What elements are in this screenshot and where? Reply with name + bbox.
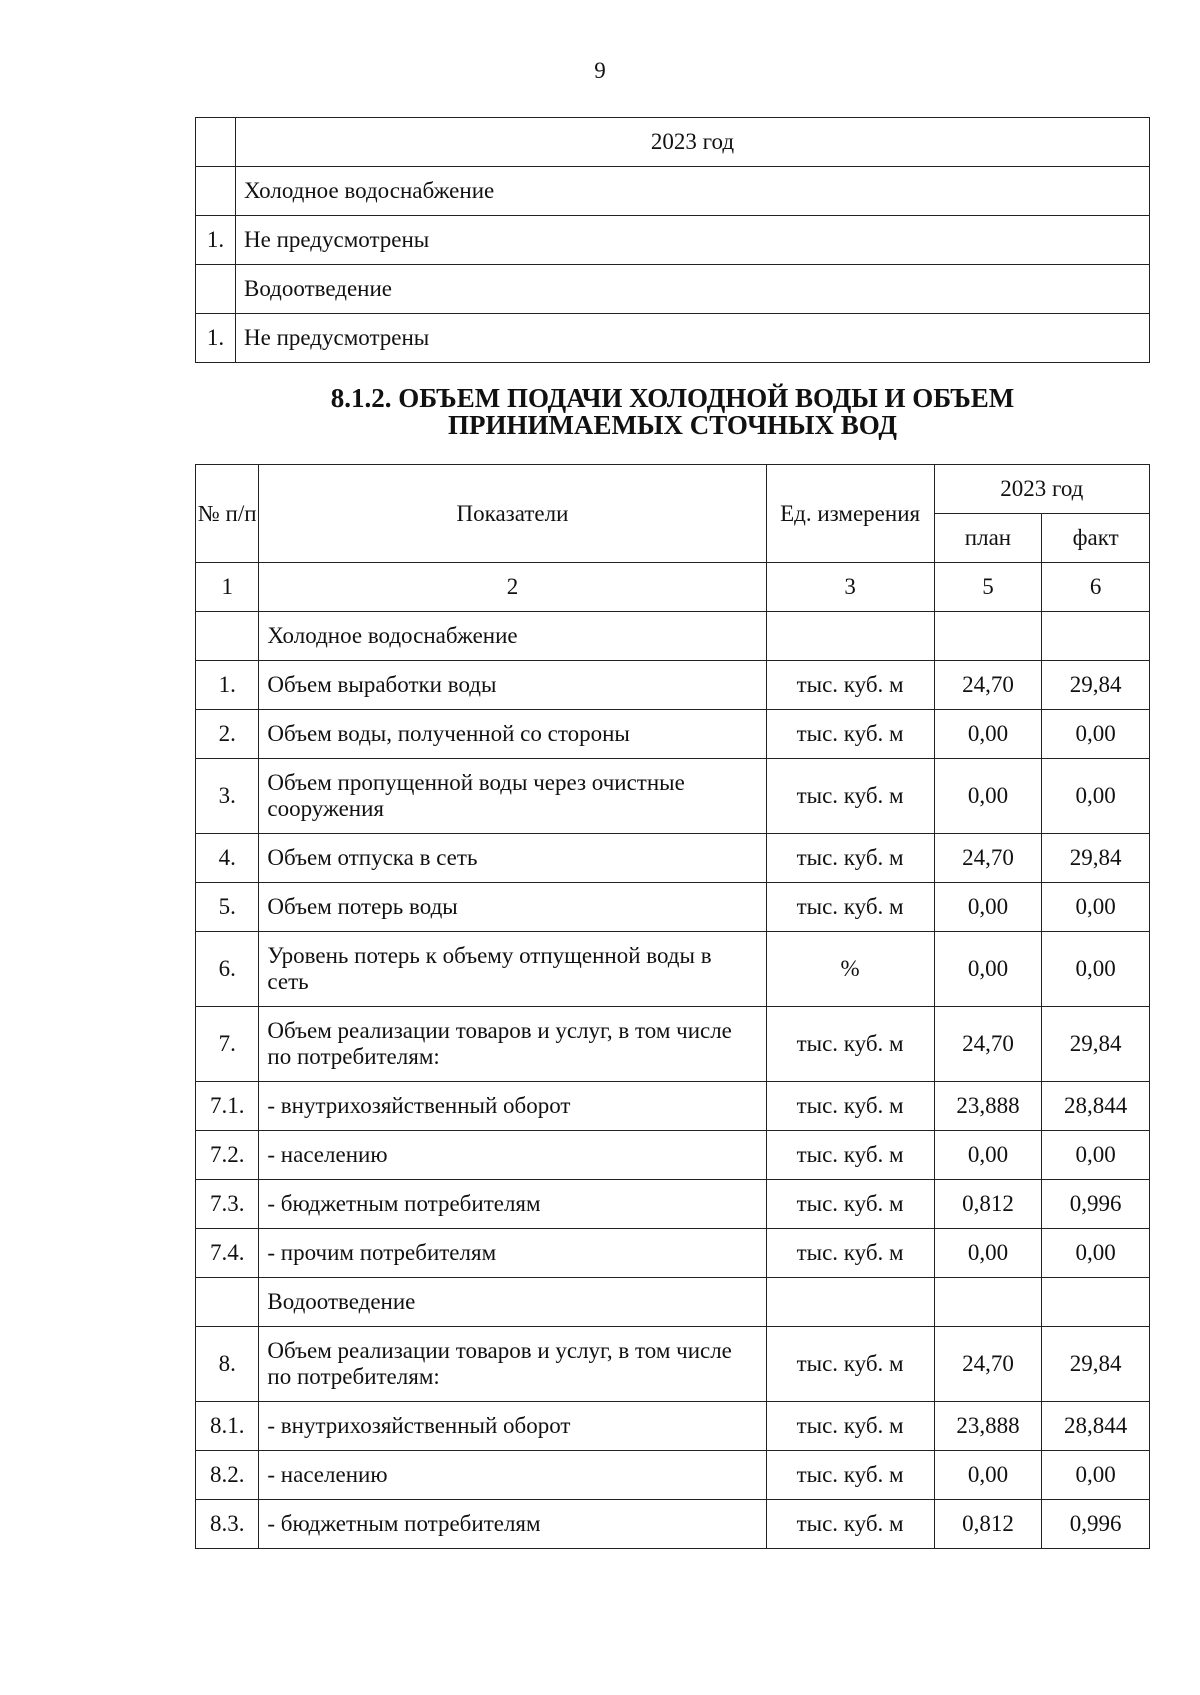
- table-row: [196, 216, 1150, 265]
- section-heading-line1: 8.1.2. ОБЪЕМ ПОДАЧИ ХОЛОДНОЙ ВОДЫ И ОБЪЕМ: [330, 383, 1015, 413]
- row-fact-value: 0,00: [1042, 1131, 1150, 1180]
- row-number: 7.1.: [196, 1082, 259, 1131]
- row-unit: тыс. куб. м: [766, 759, 934, 834]
- column-number-row: [196, 563, 1150, 612]
- row-plan-value: 24,70: [934, 834, 1042, 883]
- table-row: [196, 759, 1150, 834]
- row-unit: тыс. куб. м: [766, 1082, 934, 1131]
- row-plan-value: 0,00: [934, 710, 1042, 759]
- row-unit: тыс. куб. м: [766, 710, 934, 759]
- table-row: [196, 1082, 1150, 1131]
- row-indicator: Объем реализации товаров и услуг, в том числе по потребителям:: [259, 1007, 766, 1082]
- section-heading-line2: ПРИНИМАЕМЫХ СТОЧНЫХ ВОД: [447, 410, 898, 440]
- row-fact-value: 29,84: [1042, 1007, 1150, 1082]
- row-text: Водоотведение: [236, 265, 1150, 314]
- row-fact-value: 29,84: [1042, 834, 1150, 883]
- row-fact-value: [1042, 612, 1150, 661]
- row-fact-value: 28,844: [1042, 1402, 1150, 1451]
- table-row: [196, 1402, 1150, 1451]
- row-fact-value: 0,00: [1042, 1451, 1150, 1500]
- row-plan-value: 23,888: [934, 1082, 1042, 1131]
- table-row: [196, 1229, 1150, 1278]
- header-plan: план: [934, 514, 1042, 563]
- row-plan-value: 0,00: [934, 932, 1042, 1007]
- row-number: [196, 265, 236, 314]
- row-indicator: - населению: [259, 1131, 766, 1180]
- header-indicator: Показатели: [259, 465, 766, 563]
- table-row: [196, 1007, 1150, 1082]
- empty-cell: [196, 118, 236, 167]
- row-number: 1.: [196, 661, 259, 710]
- row-plan-value: 0,00: [934, 1229, 1042, 1278]
- row-number: 7.: [196, 1007, 259, 1082]
- row-unit: [766, 1278, 934, 1327]
- row-unit: тыс. куб. м: [766, 1131, 934, 1180]
- page-number: 9: [594, 58, 606, 83]
- row-fact-value: 0,00: [1042, 710, 1150, 759]
- col-number: 3: [766, 563, 934, 612]
- water-volume-table: [195, 464, 1150, 1549]
- row-indicator: - населению: [259, 1451, 766, 1500]
- row-unit: тыс. куб. м: [766, 1229, 934, 1278]
- row-unit: %: [766, 932, 934, 1007]
- header-year: 2023 год: [934, 465, 1149, 514]
- year-header: 2023 год: [236, 118, 1150, 167]
- row-number: [196, 612, 259, 661]
- row-plan-value: 0,812: [934, 1180, 1042, 1229]
- row-number: 7.3.: [196, 1180, 259, 1229]
- table-header-row: [196, 465, 1150, 514]
- row-fact-value: 0,996: [1042, 1500, 1150, 1549]
- row-indicator: - прочим потребителям: [259, 1229, 766, 1278]
- row-indicator: - внутрихозяйственный оборот: [259, 1402, 766, 1451]
- table-row: [196, 1327, 1150, 1402]
- row-number: 7.4.: [196, 1229, 259, 1278]
- row-indicator: - внутрихозяйственный оборот: [259, 1082, 766, 1131]
- table-row: [196, 1278, 1150, 1327]
- row-number: 8.: [196, 1327, 259, 1402]
- table-row: [196, 1500, 1150, 1549]
- header-unit: Ед. измерения: [766, 465, 934, 563]
- row-fact-value: 0,00: [1042, 883, 1150, 932]
- row-fact-value: 0,996: [1042, 1180, 1150, 1229]
- measures-table: [195, 117, 1150, 363]
- table-row: [196, 1451, 1150, 1500]
- row-indicator: Холодное водоснабжение: [259, 612, 766, 661]
- row-plan-value: 23,888: [934, 1402, 1042, 1451]
- row-fact-value: 29,84: [1042, 1327, 1150, 1402]
- row-number: 1.: [196, 314, 236, 363]
- row-text: Холодное водоснабжение: [236, 167, 1150, 216]
- row-text: Не предусмотрены: [236, 216, 1150, 265]
- row-indicator: Водоотведение: [259, 1278, 766, 1327]
- table-header-row: [196, 118, 1150, 167]
- row-plan-value: 24,70: [934, 1327, 1042, 1402]
- row-number: [196, 1278, 259, 1327]
- row-plan-value: 0,00: [934, 1131, 1042, 1180]
- row-number: 3.: [196, 759, 259, 834]
- row-indicator: Объем выработки воды: [259, 661, 766, 710]
- row-plan-value: 24,70: [934, 661, 1042, 710]
- table-row: [196, 314, 1150, 363]
- row-plan-value: 0,812: [934, 1500, 1042, 1549]
- row-unit: тыс. куб. м: [766, 1500, 934, 1549]
- row-unit: тыс. куб. м: [766, 1451, 934, 1500]
- table-row: [196, 612, 1150, 661]
- row-plan-value: 0,00: [934, 1451, 1042, 1500]
- row-indicator: Объем реализации товаров и услуг, в том числе по потребителям:: [259, 1327, 766, 1402]
- table-row: [196, 1131, 1150, 1180]
- row-indicator: Объем воды, полученной со стороны: [259, 710, 766, 759]
- row-number: 7.2.: [196, 1131, 259, 1180]
- row-indicator: - бюджетным потребителям: [259, 1180, 766, 1229]
- row-unit: [766, 612, 934, 661]
- header-fact: факт: [1042, 514, 1150, 563]
- row-number: 4.: [196, 834, 259, 883]
- row-number: 8.3.: [196, 1500, 259, 1549]
- row-unit: тыс. куб. м: [766, 1180, 934, 1229]
- table-row: [196, 932, 1150, 1007]
- row-unit: тыс. куб. м: [766, 661, 934, 710]
- row-indicator: Объем пропущенной воды через очистные сооружения: [259, 759, 766, 834]
- row-plan-value: [934, 612, 1042, 661]
- row-unit: тыс. куб. м: [766, 1402, 934, 1451]
- table-row: [196, 661, 1150, 710]
- row-number: [196, 167, 236, 216]
- row-number: 5.: [196, 883, 259, 932]
- header-num: № п/п: [196, 465, 259, 563]
- row-fact-value: [1042, 1278, 1150, 1327]
- row-indicator: Объем потерь воды: [259, 883, 766, 932]
- row-fact-value: 0,00: [1042, 759, 1150, 834]
- row-fact-value: 0,00: [1042, 932, 1150, 1007]
- row-indicator: Уровень потерь к объему отпущенной воды в сеть: [259, 932, 766, 1007]
- col-number: 5: [934, 563, 1042, 612]
- row-number: 8.1.: [196, 1402, 259, 1451]
- table-row: [196, 167, 1150, 216]
- row-text: Не предусмотрены: [236, 314, 1150, 363]
- table-row: [196, 834, 1150, 883]
- row-unit: тыс. куб. м: [766, 1327, 934, 1402]
- row-fact-value: 0,00: [1042, 1229, 1150, 1278]
- row-indicator: - бюджетным потребителям: [259, 1500, 766, 1549]
- row-number: 8.2.: [196, 1451, 259, 1500]
- row-plan-value: 0,00: [934, 883, 1042, 932]
- section-heading: [195, 385, 1150, 439]
- table-row: [196, 265, 1150, 314]
- row-fact-value: 28,844: [1042, 1082, 1150, 1131]
- row-plan-value: 24,70: [934, 1007, 1042, 1082]
- table-row: [196, 883, 1150, 932]
- row-number: 2.: [196, 710, 259, 759]
- row-number: 6.: [196, 932, 259, 1007]
- table-row: [196, 710, 1150, 759]
- col-number: 1: [196, 563, 259, 612]
- col-number: 2: [259, 563, 766, 612]
- row-unit: тыс. куб. м: [766, 883, 934, 932]
- row-unit: тыс. куб. м: [766, 1007, 934, 1082]
- table-body: [196, 612, 1150, 1549]
- row-number: 1.: [196, 216, 236, 265]
- row-unit: тыс. куб. м: [766, 834, 934, 883]
- col-number: 6: [1042, 563, 1150, 612]
- row-plan-value: 0,00: [934, 759, 1042, 834]
- row-fact-value: 29,84: [1042, 661, 1150, 710]
- table-row: [196, 1180, 1150, 1229]
- row-indicator: Объем отпуска в сеть: [259, 834, 766, 883]
- row-plan-value: [934, 1278, 1042, 1327]
